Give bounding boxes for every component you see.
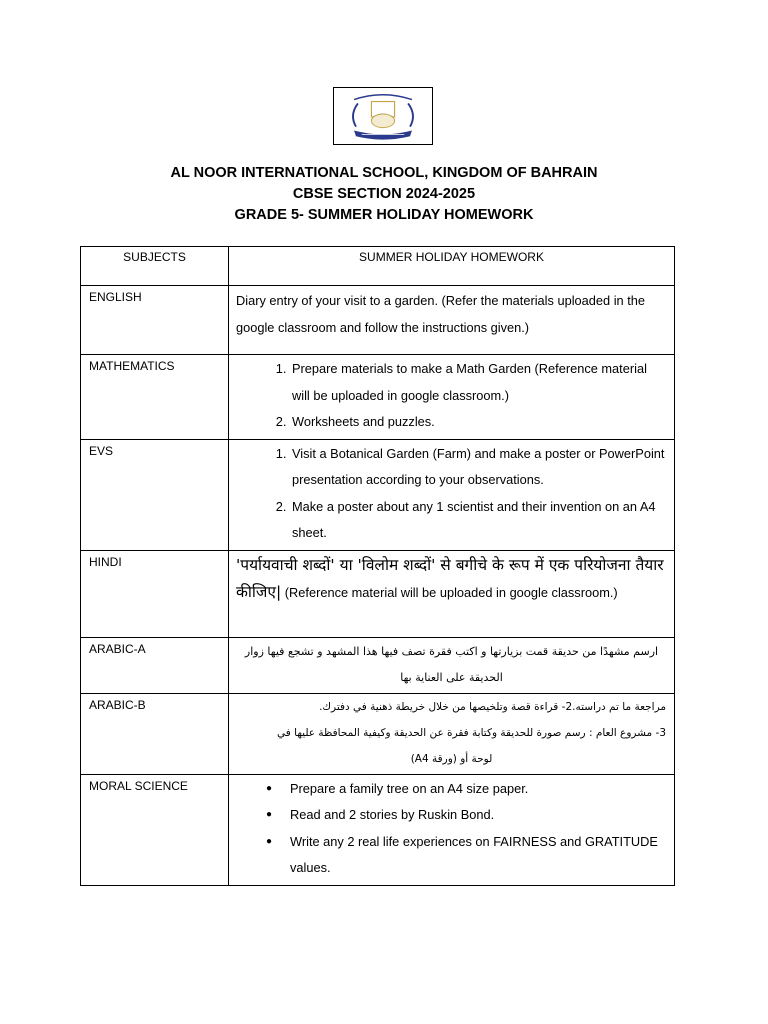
homework-cell: [229, 439, 675, 550]
homework-cell: ارسم مشهدًا من حديقة قمت بزيارتها و اكتب فقرة تصف فيها هذا المشهد و تشجع فيها زوار الحديقة على العناية بها: [229, 637, 675, 693]
hindi-note: (Reference material will be uploaded in google classroom.): [281, 584, 618, 600]
school-logo: [333, 87, 433, 145]
subject-cell: MORAL SCIENCE: [81, 774, 229, 885]
homework-cell: [229, 355, 675, 440]
homework-cell: Diary entry of your visit to a garden. (Refer the materials uploaded in the google classroom and follow the instructions given.): [229, 286, 675, 355]
header-homework: SUMMER HOLIDAY HOMEWORK: [229, 247, 675, 286]
subject-cell: ARABIC-A: [81, 637, 229, 693]
table-header-row: [81, 247, 675, 286]
hindi-text: 'पर्यायवाची शब्दों' या 'विलोम शब्दों' से बगीचे के रूप में एक परियोजना तैयार कीजिए|: [236, 555, 664, 601]
list-item: 2. Worksheets and puzzles.: [290, 409, 667, 436]
table-row: [81, 693, 675, 774]
table-row: [81, 439, 675, 550]
homework-cell: [229, 550, 675, 637]
arabic-line: لوحة أو (ورقة A4): [410, 752, 493, 765]
table-row: [81, 286, 675, 355]
list-item: ● Write any 2 real life experiences on FAIRNESS and GRATITUDE values.: [290, 829, 667, 882]
list-item: 1. Prepare materials to make a Math Garden (Reference material will be uploaded in google classroom.): [290, 356, 667, 409]
school-crest-icon: [334, 88, 432, 144]
table-row: [81, 550, 675, 637]
list-item: 2. Make a poster about any 1 scientist and their invention on an A4 sheet.: [290, 494, 667, 547]
table-row: [81, 355, 675, 440]
school-name: AL NOOR INTERNATIONAL SCHOOL, KINGDOM OF BAHRAIN: [170, 165, 598, 181]
arabic-line: مراجعة ما تم دراسته.2- قراءة قصة وتلخيصها من خلال خريطة ذهنية في دفترك.: [319, 700, 666, 713]
arabic-line: 3- مشروع العام : رسم صورة للحديقة وكتابة فقرة عن الحديقة وكيفية المحافظة عليها في: [277, 726, 666, 739]
section-year: CBSE SECTION 2024-2025: [292, 186, 476, 202]
document-title: [0, 163, 768, 226]
subject-cell: EVS: [81, 439, 229, 550]
list-item: ● Read and 2 stories by Ruskin Bond.: [290, 802, 667, 829]
homework-cell: [229, 774, 675, 885]
homework-table: [80, 246, 675, 886]
subject-cell: HINDI: [81, 550, 229, 637]
subject-cell: MATHEMATICS: [81, 355, 229, 440]
subject-cell: ARABIC-B: [81, 693, 229, 774]
homework-cell: [229, 693, 675, 774]
grade-title: GRADE 5- SUMMER HOLIDAY HOMEWORK: [234, 207, 534, 223]
list-item: 1. Visit a Botanical Garden (Farm) and make a poster or PowerPoint presentation according to your observations.: [290, 441, 667, 494]
header-subjects: SUBJECTS: [81, 247, 229, 286]
table-row: [81, 774, 675, 885]
list-item: ● Prepare a family tree on an A4 size paper.: [290, 776, 667, 803]
subject-cell: ENGLISH: [81, 286, 229, 355]
table-row: [81, 637, 675, 693]
